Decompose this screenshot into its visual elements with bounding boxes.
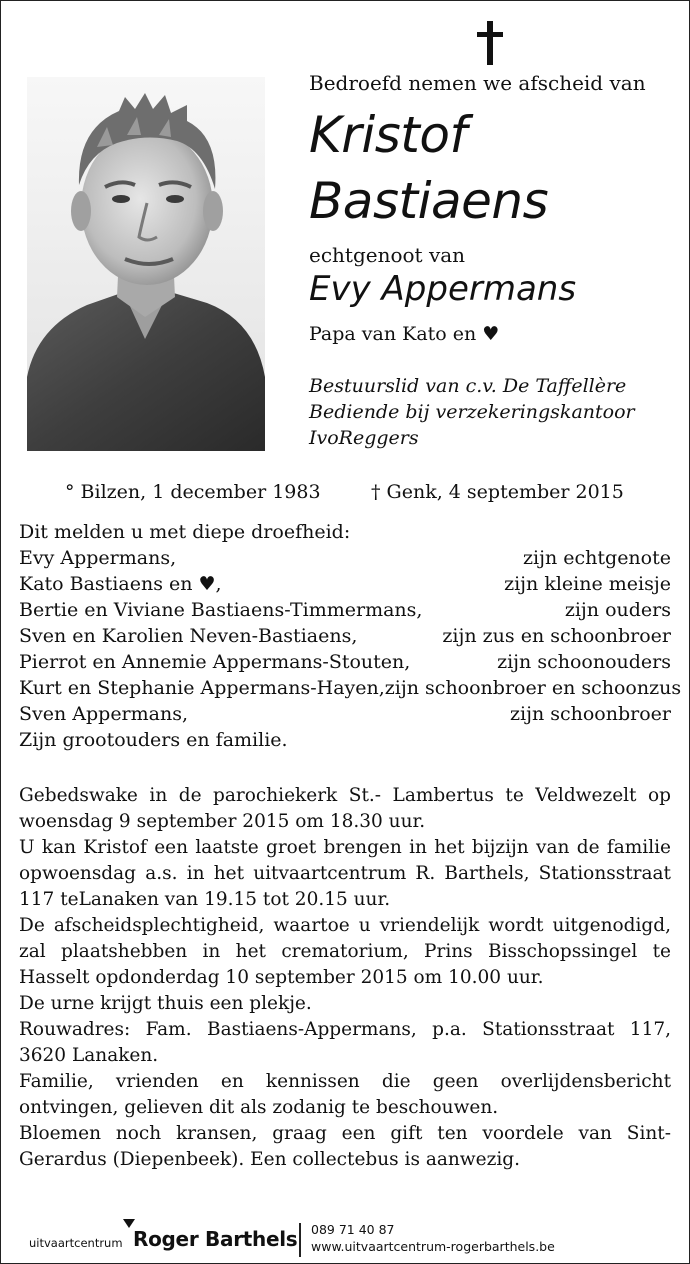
paragraph-wake: Gebedswake in de parochiekerk St.- Lambertus te Veldwezelt op woensdag 9 september 2015 om 18.30 uur. [19, 785, 671, 832]
mourner-relation: zijn echtgenote [523, 547, 671, 569]
footer-brand: Roger Barthels [133, 1227, 298, 1251]
role-line: IvoReggers [309, 427, 419, 449]
paragraph-address: Rouwadres: Fam. Bastiaens-Appermans, p.a. Stationsstraat 117, 3620 Lanaken. [19, 1019, 671, 1066]
mourner-relation: zijn schoonbroer en schoonzus [384, 677, 682, 699]
mourners-list [19, 519, 682, 753]
roles-list [309, 373, 635, 451]
cross-icon [477, 21, 503, 65]
mourner-row [19, 701, 671, 727]
funeral-home-footer [19, 1223, 679, 1259]
mourner-relation: zijn schoonbroer [509, 703, 671, 725]
paragraph-urn: De urne krijgt thuis een plekje. [19, 993, 312, 1014]
mourner-name: Evy Appermans, [19, 547, 177, 569]
mourner-row [19, 597, 671, 623]
paragraph-ceremony: De afscheidsplechtigheid, waartoe u vriendelijk wordt uitgenodigd, zal plaatshebben in het crematorium, Prins Bisschopssingel te Hasselt opdonderdag 10 september 2015 om 10.00 uur. [19, 915, 671, 988]
death-date: † Genk, 4 september 2015 [371, 481, 624, 503]
portrait-photo [27, 77, 265, 451]
mourner-row [19, 571, 671, 597]
mourner-relation: zijn zus en schoonbroer [442, 625, 671, 647]
paragraph-notice: Familie, vrienden en kennissen die geen overlijdensbericht ontvingen, gelieven dit als zodanig te beschouwen. [19, 1071, 671, 1118]
footer-phone: 089 71 40 87 [311, 1222, 395, 1237]
footer-divider [299, 1223, 301, 1257]
mourner-row [19, 675, 682, 701]
role-line: Bediende bij verzekeringskantoor [309, 401, 635, 423]
mourner-name: Bertie en Viviane Bastiaens-Timmermans, [19, 599, 423, 621]
children-line: Papa van Kato en ♥ [309, 323, 500, 345]
ceremony-details [19, 783, 671, 1173]
mourner-row [19, 649, 671, 675]
footer-website-link[interactable]: www.uitvaartcentrum-rogerbarthels.be [311, 1239, 555, 1254]
mourner-relation: zijn schoonouders [497, 651, 671, 673]
footer-label: uitvaartcentrum [29, 1236, 123, 1250]
life-dates [1, 481, 689, 509]
birth-date: ° Bilzen, 1 december 1983 [65, 481, 321, 503]
role-line: Bestuurslid van c.v. De Taffellère [309, 375, 627, 397]
mourner-relation: zijn kleine meisje [504, 573, 671, 595]
deceased-last-name: Bastiaens [309, 172, 549, 230]
spouse-lead-text: echtgenoot van [309, 243, 466, 267]
mourner-name: Kurt en Stephanie Appermans-Hayen, [19, 677, 385, 699]
lead-text: Bedroefd nemen we afscheid van [309, 71, 646, 95]
mourner-name: Pierrot en Annemie Appermans-Stouten, [19, 651, 411, 673]
mourners-intro: Dit melden u met diepe droefheid: [19, 521, 351, 543]
paragraph-visitation: U kan Kristof een laatste groet brengen in het bijzijn van de familie opwoensdag a.s. in het uitvaartcentrum R. Barthels, Stationsstraat 117 teLanaken van 19.15 tot 20.15 uur. [19, 837, 671, 910]
paragraph-flowers: Bloemen noch kransen, graag een gift ten voordele van Sint-Gerardus (Diepenbeek). Een collectebus is aanwezig. [19, 1123, 671, 1170]
mourner-relation: zijn ouders [564, 599, 671, 621]
mourners-closing: Zijn grootouders en familie. [19, 729, 288, 751]
mourner-name: Sven Appermans, [19, 703, 189, 725]
spouse-name: Evy Appermans [309, 269, 577, 309]
mourner-row [19, 545, 671, 571]
deceased-first-name: Kristof [309, 106, 467, 164]
mourner-name: Kato Bastiaens en ♥, [19, 573, 222, 595]
mourner-name: Sven en Karolien Neven-Bastiaens, [19, 625, 358, 647]
mourner-row [19, 623, 671, 649]
